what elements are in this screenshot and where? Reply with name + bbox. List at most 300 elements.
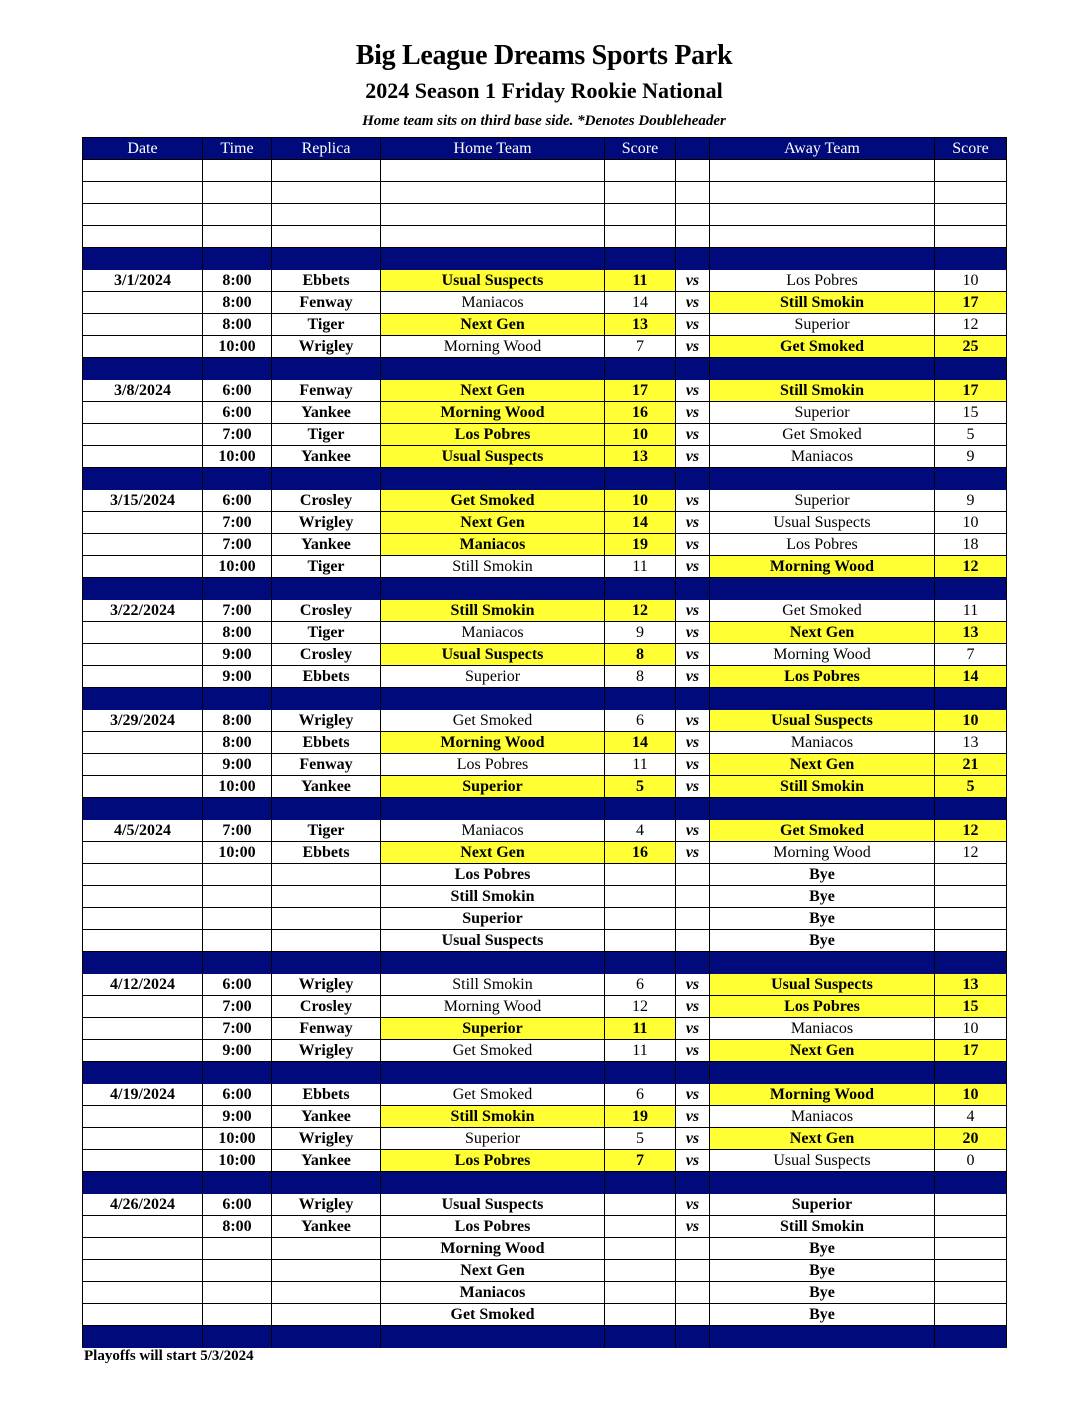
- home-team: Morning Wood: [381, 732, 605, 754]
- home-score: 17: [605, 380, 676, 402]
- game-date: 3/15/2024: [83, 490, 203, 512]
- vs-label: vs: [676, 292, 710, 314]
- home-score: 16: [605, 842, 676, 864]
- game-field: [272, 908, 381, 930]
- home-team: Los Pobres: [381, 754, 605, 776]
- game-field: Wrigley: [272, 1040, 381, 1062]
- away-score: 10: [935, 512, 1007, 534]
- away-score: 4: [935, 1106, 1007, 1128]
- game-date: [83, 842, 203, 864]
- game-date: [83, 1040, 203, 1062]
- game-row: [83, 754, 1007, 776]
- game-row: [83, 622, 1007, 644]
- home-team: Get Smoked: [381, 490, 605, 512]
- away-team: Next Gen: [710, 754, 935, 776]
- home-score: 11: [605, 1018, 676, 1040]
- game-row: [83, 1106, 1007, 1128]
- vs-label: vs: [676, 600, 710, 622]
- away-team: Los Pobres: [710, 534, 935, 556]
- game-date: [83, 996, 203, 1018]
- away-score: 15: [935, 996, 1007, 1018]
- vs-label: vs: [676, 666, 710, 688]
- vs-label: vs: [676, 380, 710, 402]
- game-row: [83, 534, 1007, 556]
- game-time: 10:00: [203, 556, 272, 578]
- vs-label: vs: [676, 622, 710, 644]
- away-score: 14: [935, 666, 1007, 688]
- game-date: [83, 666, 203, 688]
- game-date: [83, 446, 203, 468]
- game-date: [83, 1128, 203, 1150]
- vs-label: [676, 886, 710, 908]
- week-separator-row: [83, 1326, 1007, 1348]
- game-time: [203, 1304, 272, 1326]
- game-time: 8:00: [203, 314, 272, 336]
- away-team: Get Smoked: [710, 424, 935, 446]
- away-team: Morning Wood: [710, 556, 935, 578]
- home-team: Morning Wood: [381, 996, 605, 1018]
- game-date: 4/19/2024: [83, 1084, 203, 1106]
- home-score: [605, 1216, 676, 1238]
- home-team: Next Gen: [381, 314, 605, 336]
- game-field: Fenway: [272, 754, 381, 776]
- game-row: [83, 556, 1007, 578]
- game-field: Yankee: [272, 446, 381, 468]
- game-date: [83, 424, 203, 446]
- vs-label: vs: [676, 820, 710, 842]
- home-team: Superior: [381, 666, 605, 688]
- game-time: 9:00: [203, 754, 272, 776]
- game-row: [83, 490, 1007, 512]
- game-row: [83, 1128, 1007, 1150]
- away-score: 10: [935, 270, 1007, 292]
- vs-label: vs: [676, 512, 710, 534]
- away-score: 17: [935, 380, 1007, 402]
- vs-label: vs: [676, 1216, 710, 1238]
- game-row: [83, 424, 1007, 446]
- game-row: [83, 930, 1007, 952]
- game-field: [272, 1304, 381, 1326]
- game-row: [83, 314, 1007, 336]
- game-field: Fenway: [272, 292, 381, 314]
- home-score: 8: [605, 644, 676, 666]
- week-separator-row: [83, 248, 1007, 270]
- away-team: Usual Suspects: [710, 710, 935, 732]
- game-date: [83, 622, 203, 644]
- game-date: [83, 1282, 203, 1304]
- game-field: Tiger: [272, 314, 381, 336]
- game-date: [83, 402, 203, 424]
- game-date: [83, 644, 203, 666]
- away-team: Still Smokin: [710, 1216, 935, 1238]
- game-field: Yankee: [272, 402, 381, 424]
- away-team: Bye: [710, 908, 935, 930]
- game-time: 10:00: [203, 1128, 272, 1150]
- game-time: 10:00: [203, 1150, 272, 1172]
- away-team: Maniacos: [710, 1018, 935, 1040]
- away-score: [935, 1304, 1007, 1326]
- game-row: [83, 974, 1007, 996]
- home-score: 11: [605, 754, 676, 776]
- away-team: Bye: [710, 1304, 935, 1326]
- home-team: Still Smokin: [381, 974, 605, 996]
- week-separator-row: [83, 468, 1007, 490]
- home-score: 7: [605, 1150, 676, 1172]
- home-score: 9: [605, 622, 676, 644]
- home-score: 7: [605, 336, 676, 358]
- home-score: 6: [605, 1084, 676, 1106]
- game-time: [203, 908, 272, 930]
- home-team: Next Gen: [381, 1260, 605, 1282]
- page-subtitle: 2024 Season 1 Friday Rookie National: [365, 78, 723, 103]
- vs-label: vs: [676, 1040, 710, 1062]
- home-team: Los Pobres: [381, 1150, 605, 1172]
- vs-label: vs: [676, 402, 710, 424]
- away-team: Maniacos: [710, 732, 935, 754]
- home-team: Get Smoked: [381, 1304, 605, 1326]
- game-row: [83, 710, 1007, 732]
- vs-label: vs: [676, 1106, 710, 1128]
- vs-label: vs: [676, 534, 710, 556]
- away-team: Maniacos: [710, 446, 935, 468]
- game-row: [83, 666, 1007, 688]
- game-row: [83, 600, 1007, 622]
- game-field: Ebbets: [272, 666, 381, 688]
- away-score: 11: [935, 600, 1007, 622]
- home-team: Maniacos: [381, 534, 605, 556]
- home-score: 12: [605, 996, 676, 1018]
- game-row: [83, 842, 1007, 864]
- vs-label: [676, 1260, 710, 1282]
- away-score: 13: [935, 974, 1007, 996]
- home-team: Still Smokin: [381, 600, 605, 622]
- home-score: [605, 886, 676, 908]
- home-team: Next Gen: [381, 380, 605, 402]
- game-field: Wrigley: [272, 1194, 381, 1216]
- game-field: [272, 1238, 381, 1260]
- game-date: [83, 908, 203, 930]
- game-row: [83, 1238, 1007, 1260]
- playoffs-note: Playoffs will start 5/3/2024: [84, 1348, 254, 1364]
- game-row: [83, 908, 1007, 930]
- vs-label: vs: [676, 556, 710, 578]
- away-team: Next Gen: [710, 622, 935, 644]
- away-score: 12: [935, 314, 1007, 336]
- game-date: [83, 732, 203, 754]
- away-score: 10: [935, 1084, 1007, 1106]
- away-score: 20: [935, 1128, 1007, 1150]
- game-row: [83, 864, 1007, 886]
- col-header-time: Time: [203, 138, 272, 160]
- home-team: Morning Wood: [381, 336, 605, 358]
- home-score: [605, 1260, 676, 1282]
- table-header-row: [83, 138, 1007, 160]
- vs-label: vs: [676, 754, 710, 776]
- home-team: Usual Suspects: [381, 1194, 605, 1216]
- home-score: 13: [605, 446, 676, 468]
- away-team: Superior: [710, 314, 935, 336]
- home-score: 13: [605, 314, 676, 336]
- home-score: 4: [605, 820, 676, 842]
- game-date: [83, 864, 203, 886]
- game-field: [272, 1260, 381, 1282]
- home-score: [605, 930, 676, 952]
- game-time: 7:00: [203, 534, 272, 556]
- vs-label: vs: [676, 1084, 710, 1106]
- game-date: [83, 1238, 203, 1260]
- week-separator-row: [83, 1172, 1007, 1194]
- week-separator-row: [83, 798, 1007, 820]
- game-field: Fenway: [272, 380, 381, 402]
- col-header-away-score: Score: [935, 138, 1007, 160]
- game-time: [203, 1260, 272, 1282]
- empty-row: [83, 204, 1007, 226]
- away-team: Bye: [710, 930, 935, 952]
- away-score: 5: [935, 776, 1007, 798]
- game-field: Wrigley: [272, 512, 381, 534]
- home-team: Los Pobres: [381, 864, 605, 886]
- game-row: [83, 1018, 1007, 1040]
- home-score: [605, 864, 676, 886]
- game-time: 8:00: [203, 270, 272, 292]
- game-date: [83, 292, 203, 314]
- game-row: [83, 380, 1007, 402]
- game-time: 10:00: [203, 336, 272, 358]
- home-score: 19: [605, 1106, 676, 1128]
- away-team: Morning Wood: [710, 842, 935, 864]
- game-date: 3/1/2024: [83, 270, 203, 292]
- away-team: Superior: [710, 402, 935, 424]
- away-score: [935, 886, 1007, 908]
- game-date: 4/26/2024: [83, 1194, 203, 1216]
- game-field: Yankee: [272, 1216, 381, 1238]
- home-score: 6: [605, 710, 676, 732]
- home-team: Superior: [381, 1128, 605, 1150]
- home-score: 10: [605, 424, 676, 446]
- game-date: 3/8/2024: [83, 380, 203, 402]
- game-row: [83, 996, 1007, 1018]
- away-score: [935, 864, 1007, 886]
- game-date: [83, 930, 203, 952]
- home-score: 11: [605, 1040, 676, 1062]
- home-team: Still Smokin: [381, 1106, 605, 1128]
- game-time: 7:00: [203, 1018, 272, 1040]
- col-header-home-team: Home Team: [381, 138, 605, 160]
- vs-label: vs: [676, 732, 710, 754]
- game-time: 7:00: [203, 996, 272, 1018]
- game-field: [272, 886, 381, 908]
- away-team: Superior: [710, 1194, 935, 1216]
- vs-label: vs: [676, 644, 710, 666]
- game-time: 10:00: [203, 446, 272, 468]
- game-date: [83, 1150, 203, 1172]
- away-score: 9: [935, 490, 1007, 512]
- vs-label: [676, 908, 710, 930]
- home-score: 14: [605, 292, 676, 314]
- col-header-vs: [676, 138, 710, 160]
- game-time: 8:00: [203, 732, 272, 754]
- home-team: Get Smoked: [381, 710, 605, 732]
- home-team: Next Gen: [381, 842, 605, 864]
- home-score: [605, 1282, 676, 1304]
- game-field: Wrigley: [272, 974, 381, 996]
- home-team: Usual Suspects: [381, 930, 605, 952]
- game-time: 6:00: [203, 1194, 272, 1216]
- vs-label: vs: [676, 842, 710, 864]
- vs-label: vs: [676, 1150, 710, 1172]
- game-field: Wrigley: [272, 710, 381, 732]
- game-row: [83, 1260, 1007, 1282]
- home-team: Maniacos: [381, 622, 605, 644]
- game-row: [83, 820, 1007, 842]
- away-score: [935, 1216, 1007, 1238]
- game-date: [83, 534, 203, 556]
- game-time: 8:00: [203, 622, 272, 644]
- vs-label: vs: [676, 1018, 710, 1040]
- home-team: Morning Wood: [381, 402, 605, 424]
- away-team: Bye: [710, 886, 935, 908]
- game-time: 6:00: [203, 1084, 272, 1106]
- game-field: Tiger: [272, 820, 381, 842]
- home-team: Still Smokin: [381, 886, 605, 908]
- game-field: [272, 864, 381, 886]
- away-team: Still Smokin: [710, 380, 935, 402]
- game-row: [83, 644, 1007, 666]
- week-separator-row: [83, 578, 1007, 600]
- away-score: [935, 1282, 1007, 1304]
- vs-label: vs: [676, 314, 710, 336]
- empty-row: [83, 160, 1007, 182]
- home-team: Usual Suspects: [381, 644, 605, 666]
- game-field: Fenway: [272, 1018, 381, 1040]
- away-score: 10: [935, 710, 1007, 732]
- away-score: [935, 1238, 1007, 1260]
- vs-label: [676, 1282, 710, 1304]
- week-separator-row: [83, 358, 1007, 380]
- away-score: 21: [935, 754, 1007, 776]
- col-header-date: Date: [83, 138, 203, 160]
- away-team: Usual Suspects: [710, 512, 935, 534]
- game-row: [83, 886, 1007, 908]
- game-time: [203, 930, 272, 952]
- game-time: [203, 864, 272, 886]
- game-row: [83, 336, 1007, 358]
- game-field: Crosley: [272, 996, 381, 1018]
- game-date: [83, 776, 203, 798]
- schedule-body: [83, 160, 1007, 1348]
- col-header-home-score: Score: [605, 138, 676, 160]
- game-time: 8:00: [203, 292, 272, 314]
- game-date: [83, 1260, 203, 1282]
- home-score: [605, 1238, 676, 1260]
- game-time: 10:00: [203, 842, 272, 864]
- game-time: 8:00: [203, 1216, 272, 1238]
- game-field: Crosley: [272, 490, 381, 512]
- away-team: Los Pobres: [710, 666, 935, 688]
- game-field: [272, 930, 381, 952]
- game-field: Crosley: [272, 644, 381, 666]
- game-time: 6:00: [203, 380, 272, 402]
- home-score: 11: [605, 556, 676, 578]
- away-team: Next Gen: [710, 1128, 935, 1150]
- home-score: 11: [605, 270, 676, 292]
- game-date: [83, 1106, 203, 1128]
- away-team: Still Smokin: [710, 776, 935, 798]
- vs-label: vs: [676, 270, 710, 292]
- game-row: [83, 732, 1007, 754]
- game-date: [83, 754, 203, 776]
- game-row: [83, 1282, 1007, 1304]
- week-separator-row: [83, 688, 1007, 710]
- home-score: [605, 1194, 676, 1216]
- game-row: [83, 446, 1007, 468]
- vs-label: vs: [676, 974, 710, 996]
- game-row: [83, 270, 1007, 292]
- away-team: Get Smoked: [710, 600, 935, 622]
- schedule-table: [82, 137, 1007, 1348]
- away-team: Superior: [710, 490, 935, 512]
- game-field: Ebbets: [272, 732, 381, 754]
- away-team: Morning Wood: [710, 644, 935, 666]
- game-row: [83, 1040, 1007, 1062]
- away-score: [935, 1194, 1007, 1216]
- home-score: 8: [605, 666, 676, 688]
- away-team: Usual Suspects: [710, 974, 935, 996]
- game-time: 7:00: [203, 820, 272, 842]
- game-time: 9:00: [203, 644, 272, 666]
- home-score: 12: [605, 600, 676, 622]
- game-date: 4/12/2024: [83, 974, 203, 996]
- home-score: 16: [605, 402, 676, 424]
- game-date: [83, 1018, 203, 1040]
- schedule-note: Home team sits on third base side. *Denotes Doubleheader: [362, 113, 726, 129]
- away-score: 17: [935, 292, 1007, 314]
- home-team: Superior: [381, 1018, 605, 1040]
- away-team: Get Smoked: [710, 820, 935, 842]
- game-time: 8:00: [203, 710, 272, 732]
- away-score: 12: [935, 556, 1007, 578]
- game-date: [83, 512, 203, 534]
- game-field: Ebbets: [272, 1084, 381, 1106]
- game-date: 4/5/2024: [83, 820, 203, 842]
- vs-label: vs: [676, 710, 710, 732]
- game-row: [83, 512, 1007, 534]
- game-time: [203, 886, 272, 908]
- away-team: Get Smoked: [710, 336, 935, 358]
- home-team: Usual Suspects: [381, 446, 605, 468]
- home-team: Los Pobres: [381, 1216, 605, 1238]
- home-score: 5: [605, 776, 676, 798]
- home-team: Usual Suspects: [381, 270, 605, 292]
- game-field: Ebbets: [272, 842, 381, 864]
- game-date: [83, 314, 203, 336]
- away-score: 0: [935, 1150, 1007, 1172]
- empty-row: [83, 226, 1007, 248]
- home-team: Superior: [381, 908, 605, 930]
- away-score: 9: [935, 446, 1007, 468]
- away-team: Next Gen: [710, 1040, 935, 1062]
- away-score: 10: [935, 1018, 1007, 1040]
- game-row: [83, 402, 1007, 424]
- game-time: 6:00: [203, 974, 272, 996]
- game-row: [83, 1304, 1007, 1326]
- away-score: 7: [935, 644, 1007, 666]
- page-title: Big League Dreams Sports Park: [355, 40, 733, 71]
- away-team: Bye: [710, 1282, 935, 1304]
- game-time: 6:00: [203, 490, 272, 512]
- game-row: [83, 292, 1007, 314]
- away-score: [935, 908, 1007, 930]
